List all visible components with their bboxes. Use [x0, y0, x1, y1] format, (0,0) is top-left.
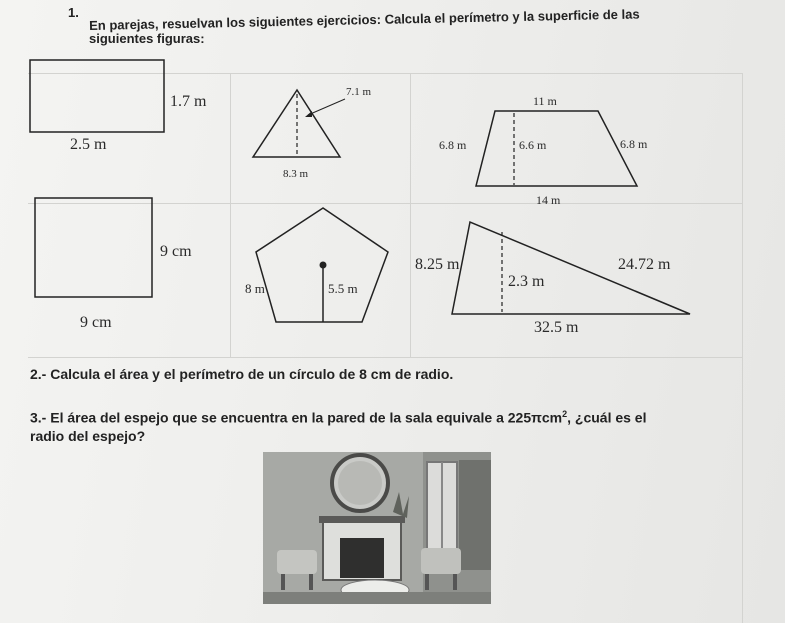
trapezoid-right-label: 6.8 m: [620, 137, 648, 151]
rectangle-shape: [30, 60, 164, 132]
trapezoid-bottom-label: 14 m: [536, 193, 561, 207]
triangle-arrowhead: [305, 111, 312, 117]
living-room-illustration: [263, 452, 491, 604]
q1-text-line2: siguientes figuras:: [89, 31, 205, 46]
trapezoid-top-label: 11 m: [533, 94, 557, 108]
square-shape: [35, 198, 152, 297]
q3-superscript: 2: [562, 409, 568, 419]
q3-text-b: , ¿cuál es el: [567, 409, 647, 426]
q3-text-line1: [30, 409, 646, 426]
right-triangle-hyp-label: 24.72 m: [618, 256, 671, 273]
trapezoid-left-label: 6.8 m: [439, 138, 467, 152]
q3-text-a: 3.- El área del espejo que se encuentra en la pared de la sala equivale a 225πcm: [30, 409, 563, 426]
q3-text-line2: radio del espejo?: [30, 428, 146, 444]
square-side-label: 9 cm: [160, 243, 192, 260]
living-room-photo: [263, 452, 491, 604]
q2-text: 2.- Calcula el área y el perímetro de un círculo de 8 cm de radio.: [30, 366, 454, 382]
right-triangle-left-label: 8.25 m: [415, 256, 460, 273]
rectangle-height-label: 1.7 m: [170, 93, 207, 110]
square-base-label: 9 cm: [80, 314, 112, 331]
q1-number: 1.: [68, 5, 79, 20]
trapezoid-shape: [476, 111, 637, 186]
triangle-arrow: [308, 99, 345, 115]
triangle-base-label: 8.3 m: [283, 168, 309, 180]
rectangle-base-label: 2.5 m: [70, 136, 107, 153]
right-triangle-base-label: 32.5 m: [534, 319, 579, 336]
pentagon-side-label: 8 m: [245, 281, 265, 296]
trapezoid-height-label: 6.6 m: [519, 138, 547, 152]
triangle-side-label: 7.1 m: [346, 86, 372, 98]
pentagon-apothem-label: 5.5 m: [328, 281, 358, 296]
q1-text-line1: En parejas, resuelvan los siguientes ejercicios: Calcula el perímetro y la superficie de las: [89, 6, 640, 33]
right-triangle-height-label: 2.3 m: [508, 273, 545, 290]
